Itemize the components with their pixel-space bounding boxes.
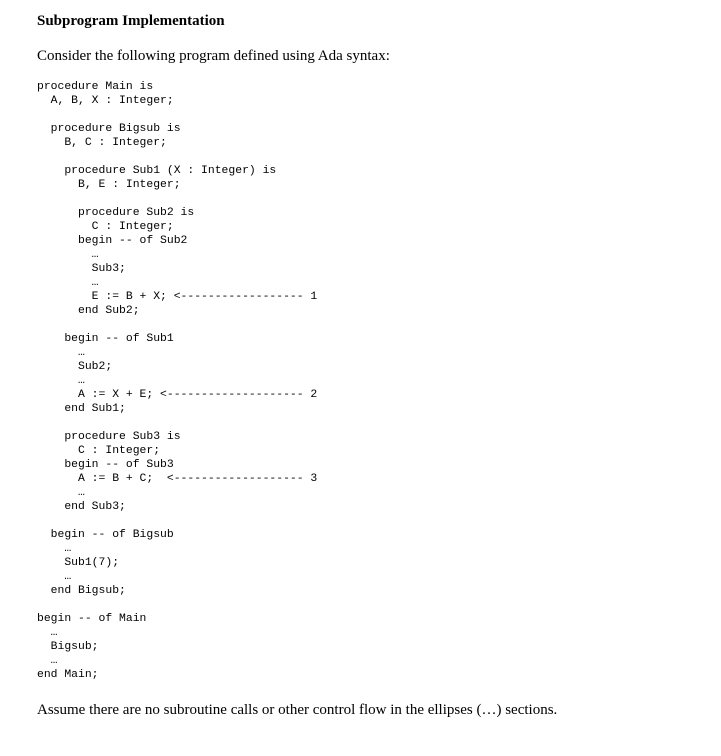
code-line: begin -- of Sub3 — [37, 459, 174, 471]
code-line: procedure Sub1 (X : Integer) is — [37, 165, 277, 177]
section-heading: Subprogram Implementation — [37, 13, 225, 29]
code-listing — [37, 80, 317, 682]
code-line: … — [37, 347, 85, 359]
code-line: begin -- of Bigsub — [37, 529, 174, 541]
code-line — [37, 416, 317, 430]
code-line: end Sub1; — [37, 403, 126, 415]
code-line: C : Integer; — [37, 221, 174, 233]
code-line — [37, 598, 317, 612]
code-line: … — [37, 571, 72, 583]
code-line: … — [37, 543, 72, 555]
code-line: end Main; — [37, 669, 99, 681]
code-line: procedure Sub3 is — [37, 431, 181, 443]
code-line: A := B + C; <------------------- 3 — [37, 473, 318, 485]
code-line: begin -- of Sub1 — [37, 333, 174, 345]
code-line: E := B + X; <------------------ 1 — [37, 291, 318, 303]
code-line: begin -- of Main — [37, 613, 147, 625]
code-line: Sub3; — [37, 263, 126, 275]
code-line: … — [37, 375, 85, 387]
code-line: begin -- of Sub2 — [37, 235, 188, 247]
code-line: Sub2; — [37, 361, 113, 373]
code-line: C : Integer; — [37, 445, 161, 457]
outro-paragraph: Assume there are no subroutine calls or other control flow in the ellipses (…) sections. — [37, 702, 558, 718]
code-line: A := X + E; <-------------------- 2 — [37, 389, 318, 401]
code-line: Sub1(7); — [37, 557, 120, 569]
code-line: procedure Main is — [37, 81, 154, 93]
code-line — [37, 150, 317, 164]
code-line: … — [37, 277, 99, 289]
code-line: … — [37, 627, 58, 639]
code-line: … — [37, 655, 58, 667]
code-line: procedure Sub2 is — [37, 207, 195, 219]
code-line: … — [37, 487, 85, 499]
code-line — [37, 514, 317, 528]
code-line: procedure Bigsub is — [37, 123, 181, 135]
code-line: … — [37, 249, 99, 261]
code-line: B, C : Integer; — [37, 137, 167, 149]
intro-paragraph: Consider the following program defined using Ada syntax: — [37, 48, 390, 64]
code-line: Bigsub; — [37, 641, 99, 653]
code-line: end Sub3; — [37, 501, 126, 513]
code-line — [37, 192, 317, 206]
code-line: A, B, X : Integer; — [37, 95, 174, 107]
code-line — [37, 108, 317, 122]
code-line: B, E : Integer; — [37, 179, 181, 191]
code-line: end Sub2; — [37, 305, 140, 317]
code-line: end Bigsub; — [37, 585, 126, 597]
code-line — [37, 318, 317, 332]
